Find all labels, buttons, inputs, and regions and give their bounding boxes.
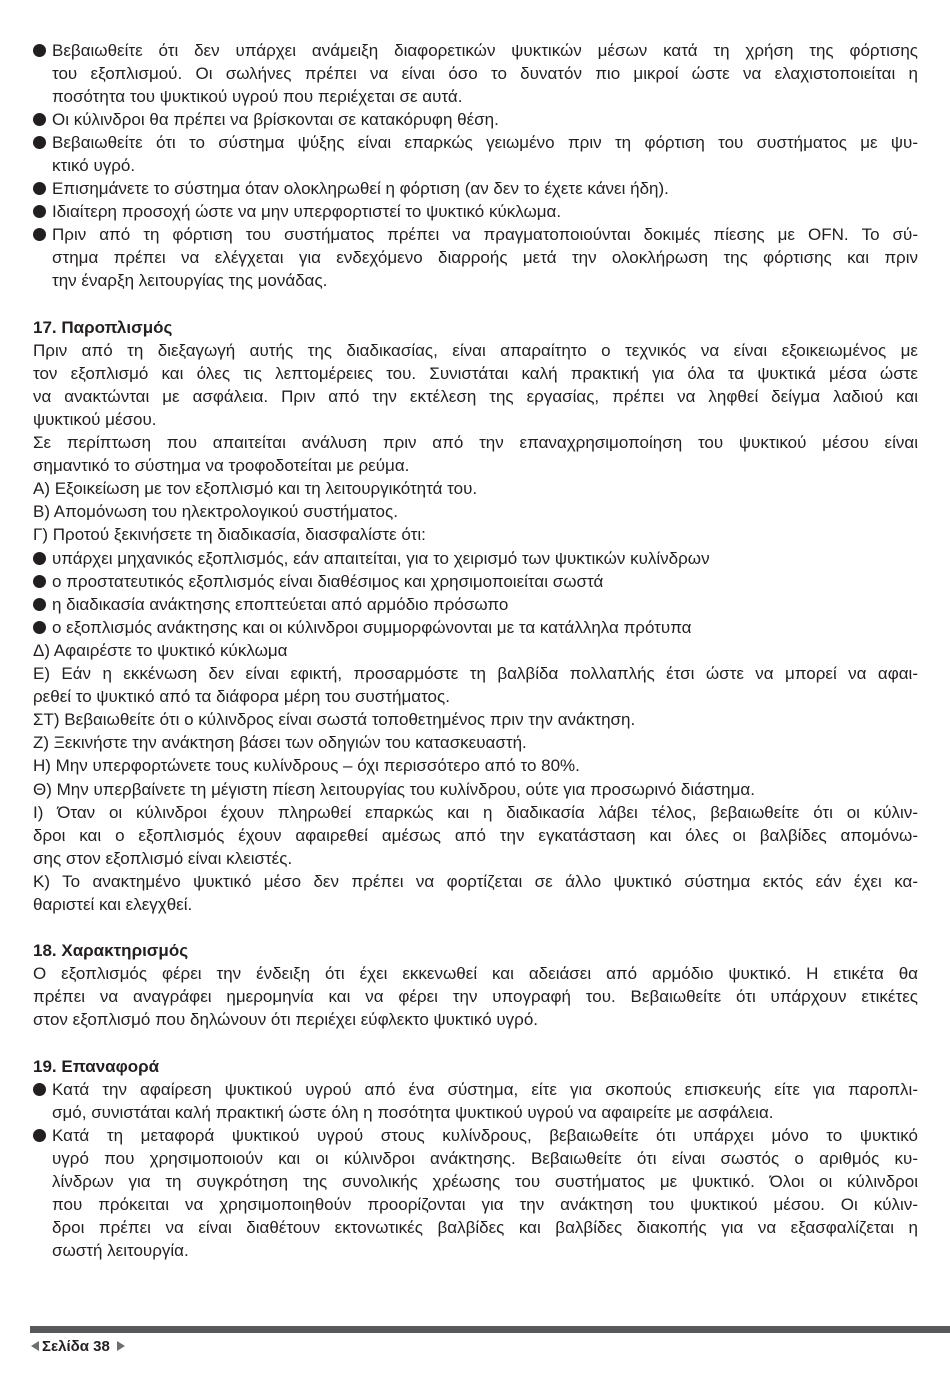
step-item: Θ) Μην υπερβαίνετε τη μέγιστη πίεση λειτουργίας του κυλίνδρου, ούτε για προσωρινό διάστημα. (33, 779, 755, 799)
checklist-item (33, 547, 918, 570)
step-item: ΣΤ) Βεβαιωθείτε ότι ο κύλινδρος είναι σωστά τοποθετημένος πριν την ανάκτηση. (33, 710, 636, 730)
bullet-icon (33, 44, 46, 57)
text-line: Ε) Εάν η εκκένωση δεν είναι εφικτή, προσαρμόστε τη βαλβίδα πολλαπλής έτσι ώστε να μπορεί να αφαι- (33, 664, 918, 684)
checklist-item (33, 616, 918, 639)
bullet-item (33, 177, 918, 200)
text-line: ποσότητα του ψυκτικού υγρού που περιέχεται σε αυτά. (52, 86, 463, 106)
step-item: Γ) Προτού ξεκινήσετε τη διαδικασία, διασφαλίστε ότι: (33, 525, 426, 545)
bullet-icon (33, 552, 46, 565)
text-line: δροι πρέπει να είναι διαθέτουν εκτονωτικές βαλβίδες και βαλβίδες διακοπής για να εξασφαλίζεται η (52, 1218, 918, 1238)
text-line: Πριν από τη διεξαγωγή αυτής της διαδικασίας, είναι απαραίτητο ο τεχνικός να είναι εξοικειωμένος με (33, 340, 918, 360)
page-label: Σελίδα 38 (42, 1337, 110, 1355)
bullet-item (33, 200, 918, 223)
text-line: Πριν από τη φόρτιση του συστήματος πρέπει να πραγματοποιούνται δοκιμές πίεσης με OFN. Το σύ- (52, 225, 918, 245)
step-item: Δ) Αφαιρέστε το ψυκτικό κύκλωμα (33, 640, 288, 660)
text-line: ρεθεί το ψυκτικό από τα διάφορα μέρη του συστήματος. (33, 687, 450, 707)
step-item: Η) Μην υπερφορτώνετε τους κυλίνδρους – όχι περισσότερο από το 80%. (33, 756, 580, 776)
bullet-item (33, 1124, 918, 1263)
text-line: τον εξοπλισμό και όλες τις λεπτομέρειες του. Συνιστάται καλή πρακτική για όλα τα ψυκτικά μέσα ώστε (33, 363, 918, 383)
section-19 (33, 1055, 918, 1263)
bullet-icon (33, 598, 46, 611)
text-line: Επισημάνετε το σύστημα όταν ολοκληρωθεί η φόρτιση (αν δεν το έχετε κάνει ήδη). (52, 179, 669, 199)
text-line: ο προστατευτικός εξοπλισμός είναι διαθέσιμος και χρησιμοποιείται σωστά (52, 571, 604, 591)
footer-bar (30, 1326, 950, 1333)
checklist-item (33, 570, 918, 593)
text-line: σμό, συνιστάται καλή πρακτική ώστε όλη η ποσότητα ψυκτικού υγρού να αφαιρείτε με ασφάλεια. (52, 1102, 774, 1122)
step-item: Ζ) Ξεκινήστε την ανάκτηση βάσει των οδηγιών του κατασκευαστή. (33, 733, 527, 753)
text-line: σης στον εξοπλισμό είναι κλειστές. (33, 848, 293, 868)
section-17 (33, 316, 918, 916)
spacer (33, 916, 918, 939)
bullet-item (33, 39, 918, 108)
intro-bullet-list (33, 39, 918, 293)
bullet-icon (33, 575, 46, 588)
text-line: Οι κύλινδροι θα πρέπει να βρίσκονται σε κατακόρυφη θέση. (52, 109, 499, 129)
text-line: υγρό που χρησιμοποιούν και οι κύλινδροι ανάκτησης. Βεβαιωθείτε ότι είναι σωστός ο αριθμός κυ- (52, 1149, 918, 1168)
section-heading: 19. Επαναφορά (33, 1056, 160, 1076)
text-line: σωστή λειτουργία. (52, 1241, 189, 1261)
section-18 (33, 939, 918, 1031)
bullet-item (33, 223, 918, 292)
text-line: κτικό υγρό. (52, 155, 136, 175)
checklist-item (33, 593, 918, 616)
text-line: σημαντικό το σύστημα να τροφοδοτείται με ρεύμα. (33, 456, 410, 476)
bullet-icon (33, 205, 46, 218)
text-line: Κατά την αφαίρεση ψυκτικού υγρού από ένα σύστημα, είτε για σκοπούς επισκευής είτε για παροπλι- (52, 1079, 918, 1099)
text-line: Βεβαιωθείτε ότι δεν υπάρχει ανάμειξη διαφορετικών ψυκτικών μέσων κατά τη χρήση της φόρτισης (52, 40, 918, 60)
text-line: του εξοπλισμού. Οι σωλήνες πρέπει να είναι όσο το δυνατόν πιο μικροί ώστε να ελαχιστοποιείται η (52, 63, 918, 83)
text-line: στημα πρέπει να ελέγχεται για ενδεχόμενο διαρροής μετά την ολοκλήρωση της φόρτισης και πριν (52, 248, 918, 268)
bullet-icon (33, 182, 46, 195)
bullet-item (33, 131, 918, 177)
step-item (33, 870, 918, 916)
paragraph (33, 339, 918, 431)
page-content (33, 39, 918, 1263)
text-line: δροι και ο εξοπλισμός έχουν αφαιρεθεί αμέσως από την εγκατάσταση και όλες οι βαλβίδες απομόνω- (33, 825, 918, 845)
section-heading: 18. Χαρακτηρισμός (33, 941, 189, 961)
step-item (33, 801, 918, 870)
bullet-icon (33, 1129, 46, 1142)
section-heading: 17. Παροπλισμός (33, 317, 173, 337)
page-navigation (31, 1337, 125, 1355)
bullet-icon (33, 621, 46, 634)
bullet-icon (33, 1083, 46, 1096)
text-line: Σε περίπτωση που απαιτείται ανάλυση πριν από την επαναχρησιμοποίηση του ψυκτικού μέσου είναι (33, 433, 918, 453)
text-line: Κ) Το ανακτημένο ψυκτικό μέσο δεν πρέπει να φορτίζεται σε άλλο ψυκτικό σύστημα εκτός εάν έχει κα- (33, 871, 918, 891)
prev-page-icon (31, 1341, 39, 1351)
text-line: Ι) Όταν οι κύλινδροι έχουν πληρωθεί επαρκώς και η διαδικασία λάβει τέλος, βεβαιωθείτε ότι οι κύλιν- (33, 802, 918, 822)
step-item: Β) Απομόνωση του ηλεκτρολογικού συστήματος. (33, 502, 398, 522)
text-line: την έναρξη λειτουργίας της μονάδας. (52, 271, 328, 291)
spacer (33, 293, 918, 316)
text-line: να ανακτώνται με ασφάλεια. Πριν από την εκτέλεση της εργασίας, πρέπει να ληφθεί δείγμα λαδιού και (33, 386, 918, 406)
text-line: η διαδικασία ανάκτησης εποπτεύεται από αρμόδιο πρόσωπο (52, 594, 509, 614)
spacer (33, 1032, 918, 1055)
next-page-icon (117, 1341, 125, 1351)
bullet-icon (33, 228, 46, 241)
text-line: λίνδρων για τη συγκρότηση της συνολικής χρέωσης του συστήματος με ψυκτικό. Όλοι οι κύλινδροι (52, 1172, 918, 1192)
step-item (33, 662, 918, 708)
text-line: ψυκτικού μέσου. (33, 410, 157, 429)
step-item: Α) Εξοικείωση με τον εξοπλισμό και τη λειτουργικότητά του. (33, 479, 478, 499)
text-line: πρέπει να αναγράφει ημερομηνία και να φέρει την υπογραφή του. Βεβαιωθείτε ότι υπάρχουν ετικέτες (33, 987, 918, 1007)
bullet-icon (33, 113, 46, 126)
text-line: Ιδιαίτερη προσοχή ώστε να μην υπερφορτιστεί το ψυκτικό κύκλωμα. (52, 202, 562, 222)
paragraph (33, 431, 918, 477)
bullet-icon (33, 136, 46, 149)
text-line: ο εξοπλισμός ανάκτησης και οι κύλινδροι συμμορφώνονται με τα κατάλληλα πρότυπα (52, 617, 692, 637)
text-line: Κατά τη μεταφορά ψυκτικού υγρού στους κυλίνδρους, βεβαιωθείτε ότι υπάρχει μόνο το ψυκτικό (52, 1125, 918, 1145)
text-line: στον εξοπλισμό που δηλώνουν ότι περιέχει εύφλεκτο ψυκτικό υγρό. (33, 1010, 539, 1030)
text-line: υπάρχει μηχανικός εξοπλισμός, εάν απαιτείται, για το χειρισμό των ψυκτικών κυλίνδρων (52, 548, 710, 568)
text-line: Ο εξοπλισμός φέρει την ένδειξη ότι έχει εκκενωθεί και αδειάσει από αρμόδιο ψυκτικό. Η ετικέτα θα (33, 964, 918, 984)
checklist (33, 547, 918, 639)
paragraph (33, 962, 918, 1031)
bullet-item (33, 1078, 918, 1124)
text-line: θαριστεί και ελεγχθεί. (33, 894, 193, 914)
text-line: Βεβαιωθείτε ότι το σύστημα ψύξης είναι επαρκώς γειωμένο πριν τη φόρτιση του συστήματος με ψυ- (52, 132, 918, 152)
text-line: που πρόκειται να χρησιμοποιηθούν προορίζονται για την ανάκτηση του ψυκτικού μέσου. Οι κύλιν- (52, 1195, 918, 1215)
bullet-item (33, 108, 918, 131)
